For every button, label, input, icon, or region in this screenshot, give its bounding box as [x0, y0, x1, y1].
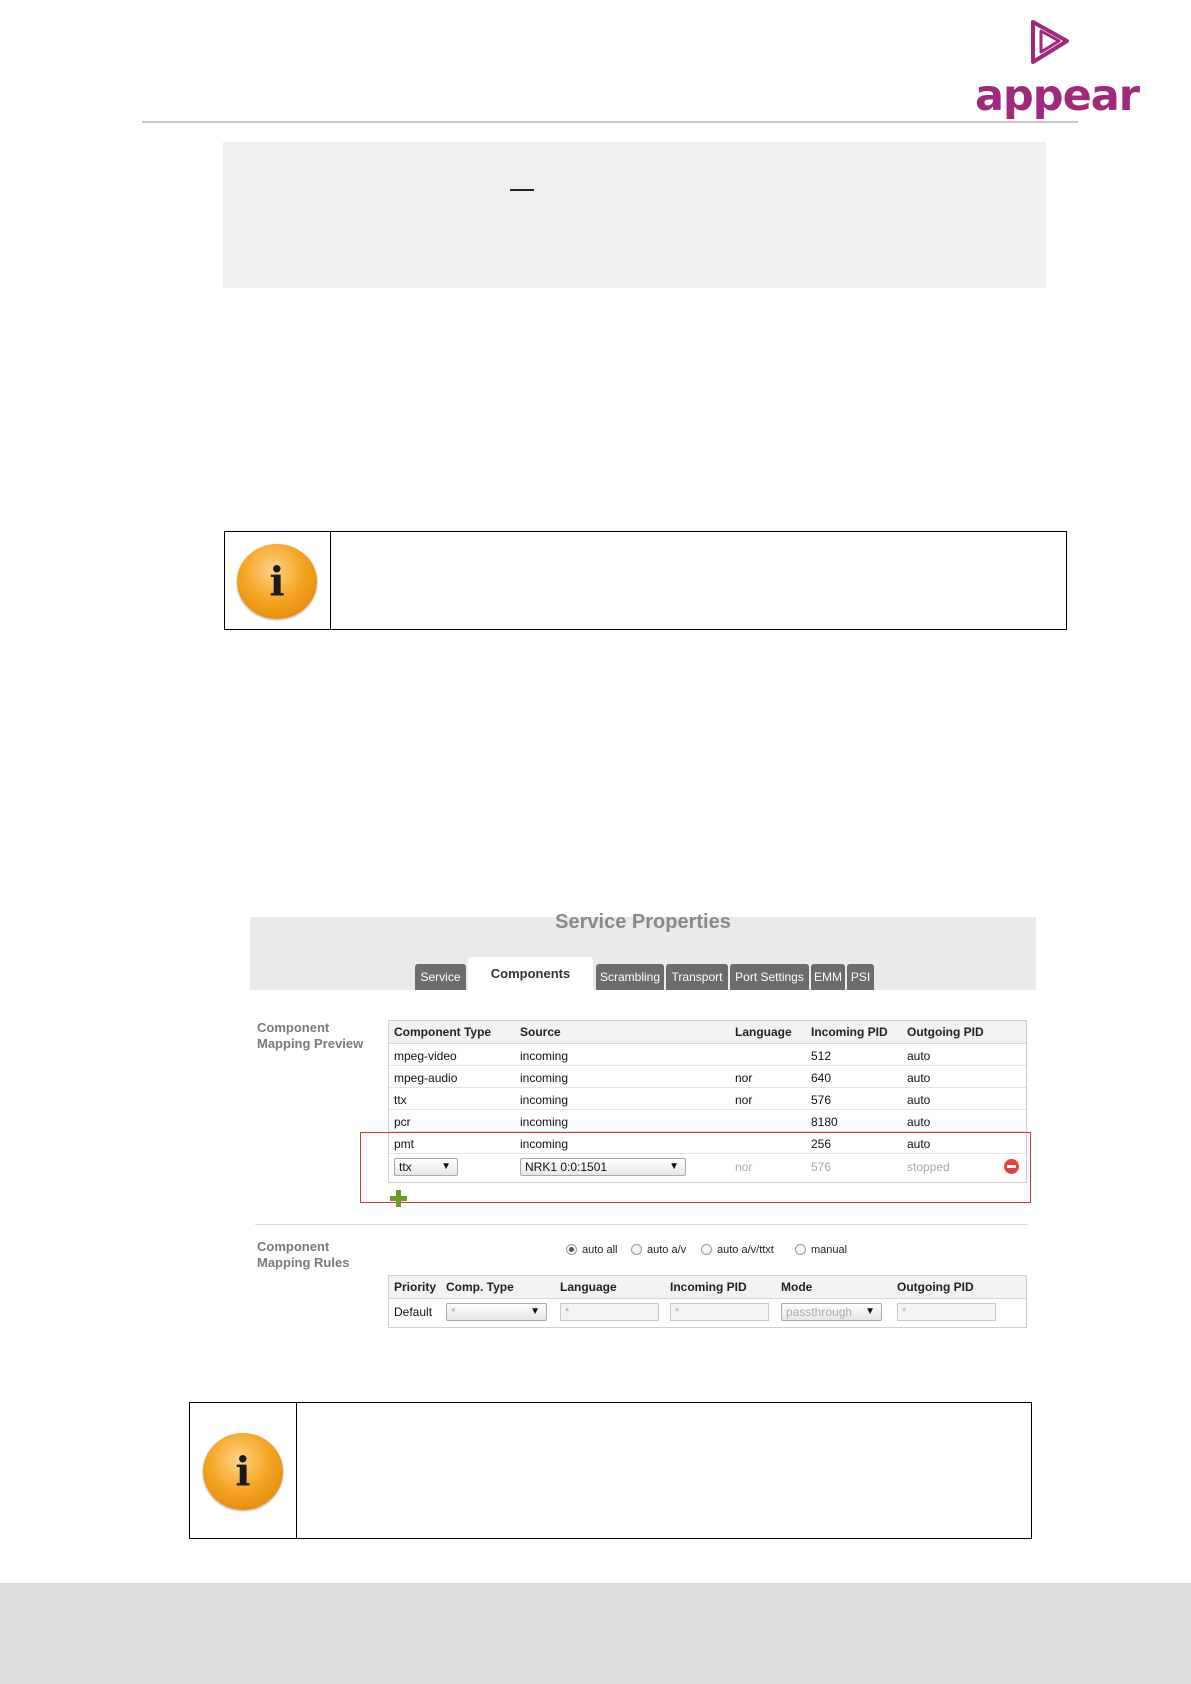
column-header: Outgoing PID	[897, 1280, 974, 1294]
section-divider	[255, 1224, 1028, 1225]
comp-type-select[interactable]	[446, 1303, 547, 1321]
tab-emm[interactable]: EMM	[811, 964, 845, 990]
cell-outgoing-pid: auto	[907, 1115, 931, 1129]
cell-component-type: mpeg-audio	[394, 1071, 458, 1085]
cell-language: nor	[735, 1071, 753, 1085]
radio-auto-av-ttxt[interactable]	[701, 1244, 712, 1255]
info-icon-glyph: i	[235, 1448, 251, 1495]
play-triangle-logo-icon	[1025, 18, 1075, 68]
cell-source: incoming	[520, 1115, 569, 1129]
source-value: NRK1 0:0:1501	[525, 1160, 608, 1174]
dropdown-arrow-icon: ▼	[669, 1161, 679, 1172]
cell-outgoing-pid: auto	[907, 1137, 931, 1151]
column-header: Mode	[781, 1280, 813, 1294]
column-header: Outgoing PID	[907, 1025, 984, 1039]
radio-auto-all[interactable]	[566, 1244, 577, 1255]
cell-source: incoming	[520, 1137, 569, 1151]
cell-component-type: ttx	[394, 1093, 407, 1107]
table-header	[389, 1021, 1026, 1044]
cell-component-type: pmt	[394, 1137, 415, 1151]
row-divider	[389, 1087, 1026, 1088]
cell-outgoing-pid: auto	[907, 1049, 931, 1063]
rules-section-label: Component Mapping Rules	[257, 1239, 350, 1270]
note-icon-cell	[190, 1403, 297, 1538]
edit-row-outgoing-pid: stopped	[907, 1160, 950, 1174]
edit-row-language: nor	[735, 1160, 753, 1174]
table-header	[389, 1276, 1026, 1299]
incoming-pid-input[interactable]: *	[670, 1303, 769, 1321]
component-type-value: ttx	[399, 1160, 412, 1174]
comp-type-value: *	[451, 1305, 456, 1319]
info-note-box	[189, 1402, 1032, 1539]
column-header: Priority	[394, 1280, 437, 1294]
edit-row-incoming-pid: 576	[811, 1160, 832, 1174]
info-icon	[203, 1433, 283, 1510]
dialog-header	[250, 911, 1036, 990]
language-input[interactable]: *	[560, 1303, 659, 1321]
tab-scrambling[interactable]: Scrambling	[596, 964, 664, 990]
column-header: Incoming PID	[670, 1280, 747, 1294]
cell-source: incoming	[520, 1071, 569, 1085]
cell-source: incoming	[520, 1049, 569, 1063]
mode-value: passthrough	[786, 1305, 853, 1319]
outgoing-pid-input[interactable]: *	[897, 1303, 996, 1321]
cell-outgoing-pid: auto	[907, 1071, 931, 1085]
radio-label: manual	[811, 1244, 848, 1256]
cell-component-type: pcr	[394, 1115, 411, 1129]
column-header: Language	[560, 1280, 617, 1294]
cell-language: nor	[735, 1093, 753, 1107]
row-divider	[389, 1109, 1026, 1110]
cell-incoming-pid: 576	[811, 1093, 832, 1107]
underline-mark	[510, 189, 534, 191]
dialog-title: Service Properties	[555, 911, 731, 933]
priority-default: Default	[394, 1305, 433, 1319]
radio-label: auto a/v	[647, 1244, 687, 1256]
tab-components[interactable]: Components	[468, 957, 593, 990]
add-icon-vertical	[396, 1190, 401, 1207]
column-header: Language	[735, 1025, 792, 1039]
radio-manual[interactable]	[795, 1244, 806, 1255]
dropdown-arrow-icon: ▼	[865, 1306, 875, 1317]
row-divider	[389, 1065, 1026, 1066]
note-icon-cell	[225, 532, 331, 629]
appear-logo	[975, 18, 1139, 121]
mode-select[interactable]	[781, 1303, 882, 1321]
tab-port-settings[interactable]: Port Settings	[730, 964, 809, 990]
service-properties-screenshot	[250, 911, 1036, 1337]
column-header: Source	[520, 1025, 561, 1039]
info-icon-glyph: i	[269, 558, 285, 605]
tab-transport[interactable]: Transport	[666, 964, 728, 990]
grey-text-block	[223, 142, 1046, 288]
highlight-box	[360, 1132, 1031, 1203]
component-mapping-rules-table	[388, 1275, 1027, 1328]
cell-incoming-pid: 640	[811, 1071, 832, 1085]
column-header: Incoming PID	[811, 1025, 888, 1039]
add-icon[interactable]	[390, 1190, 407, 1207]
page-footer	[0, 1583, 1191, 1684]
logo-wordmark: appear	[975, 71, 1139, 121]
cell-component-type: mpeg-video	[394, 1049, 457, 1063]
cell-outgoing-pid: auto	[907, 1093, 931, 1107]
radio-label: auto a/v/ttxt	[717, 1244, 774, 1256]
preview-section-label: Component Mapping Preview	[257, 1020, 364, 1051]
cell-incoming-pid: 512	[811, 1049, 832, 1063]
radio-label: auto all	[582, 1244, 618, 1256]
tab-psi[interactable]: PSI	[847, 964, 874, 990]
cell-source: incoming	[520, 1093, 569, 1107]
tab-service[interactable]: Service	[415, 964, 466, 990]
dropdown-arrow-icon: ▼	[441, 1161, 451, 1172]
cell-incoming-pid: 8180	[811, 1115, 838, 1129]
column-header: Comp. Type	[446, 1280, 514, 1294]
info-note-box	[224, 531, 1067, 630]
cell-incoming-pid: 256	[811, 1137, 832, 1151]
info-icon	[237, 544, 317, 619]
header-divider	[142, 121, 1078, 123]
dropdown-arrow-icon: ▼	[530, 1306, 540, 1317]
radio-auto-av[interactable]	[631, 1244, 642, 1255]
column-header: Component Type	[394, 1025, 492, 1039]
